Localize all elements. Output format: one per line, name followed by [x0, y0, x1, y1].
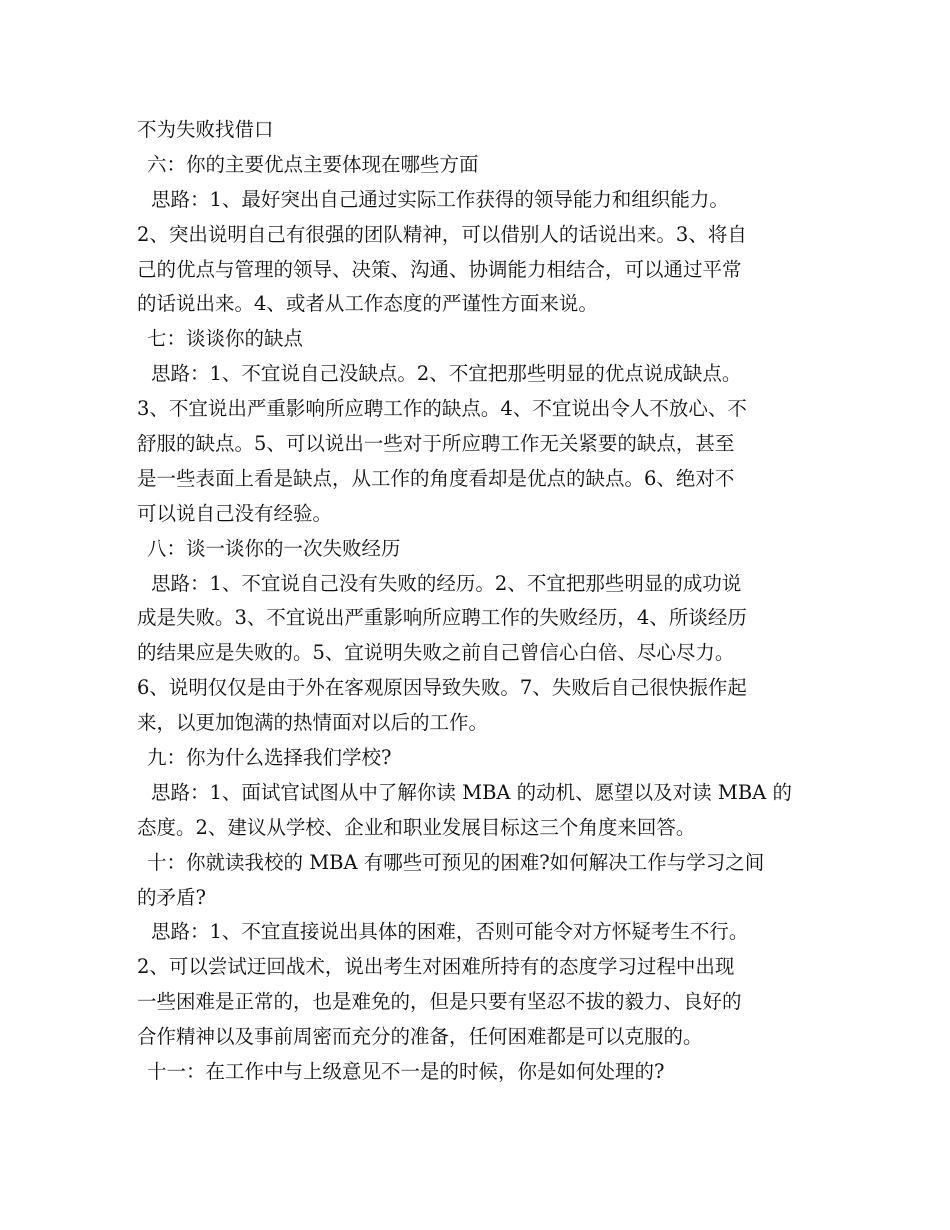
- question-heading: 八：谈一谈你的一次失败经历: [147, 536, 401, 560]
- answer-line: 2、可以尝试迂回战术，说出考生对困难所持有的态度学习过程中出现: [137, 955, 735, 979]
- text-line: 不为失败找借口: [137, 118, 274, 141]
- answer-line: 一些困难是正常的，也是难免的，但是只要有坚忍不拔的毅力、良好的: [137, 990, 742, 1014]
- answer-line: 来，以更加饱满的热情面对以后的工作。: [137, 711, 489, 735]
- answer-line: 思路：1、最好突出自己通过实际工作获得的领导能力和组织能力。: [151, 187, 729, 211]
- question-heading: 九：你为什么选择我们学校?: [147, 746, 392, 770]
- question-heading: 七：谈谈你的缺点: [147, 327, 304, 351]
- answer-line: 2、突出说明自己有很强的团队精神，可以借别人的话说出来。3、将自: [137, 222, 747, 246]
- question-heading: 的矛盾?: [137, 885, 206, 909]
- answer-line: 3、不宜说出严重影响所应聘工作的缺点。4、不宜说出令人不放心、不: [137, 397, 747, 421]
- question-heading: 十：你就读我校的 MBA 有哪些可预见的困难?如何解决工作与学习之间: [147, 850, 765, 874]
- answer-line: 6、说明仅仅是由于外在客观原因导致失败。7、失败后自己很快振作起: [137, 676, 747, 700]
- answer-line: 思路：1、面试官试图从中了解你读 MBA 的动机、愿望以及对读 MBA 的: [151, 780, 792, 804]
- question-heading: 六：你的主要优点主要体现在哪些方面: [147, 152, 479, 176]
- answer-line: 合作精神以及事前周密而充分的准备，任何困难都是可以克服的。: [137, 1025, 703, 1049]
- answer-line: 舒服的缺点。5、可以说出一些对于所应聘工作无关紧要的缺点，甚至: [137, 432, 735, 456]
- answer-line: 思路：1、不宜说自己没有失败的经历。2、不宜把那些明显的成功说: [151, 571, 742, 595]
- question-heading: 十一：在工作中与上级意见不一是的时候，你是如何处理的?: [147, 1060, 665, 1084]
- answer-line: 思路：1、不宜直接说出具体的困难，否则可能令对方怀疑考生不行。: [151, 920, 749, 944]
- document-body: [137, 113, 827, 1090]
- answer-line: 态度。2、建议从学校、企业和职业发展目标这三个角度来回答。: [137, 815, 696, 839]
- answer-line: 可以说自己没有经验。: [137, 501, 333, 525]
- answer-line: 的话说出来。4、或者从工作态度的严谨性方面来说。: [137, 292, 598, 316]
- answer-line: 的结果应是失败的。5、宜说明失败之前自己曾信心白倍、尽心尽力。: [137, 641, 735, 665]
- answer-line: 成是失败。3、不宜说出严重影响所应聘工作的失败经历，4、所谈经历: [137, 606, 747, 630]
- answer-line: 己的优点与管理的领导、决策、沟通、协调能力相结合，可以通过平常: [137, 257, 742, 281]
- answer-line: 思路：1、不宜说自己没缺点。2、不宜把那些明显的优点说成缺点。: [151, 362, 742, 386]
- answer-line: 是一些表面上看是缺点，从工作的角度看却是优点的缺点。6、绝对不: [137, 466, 735, 490]
